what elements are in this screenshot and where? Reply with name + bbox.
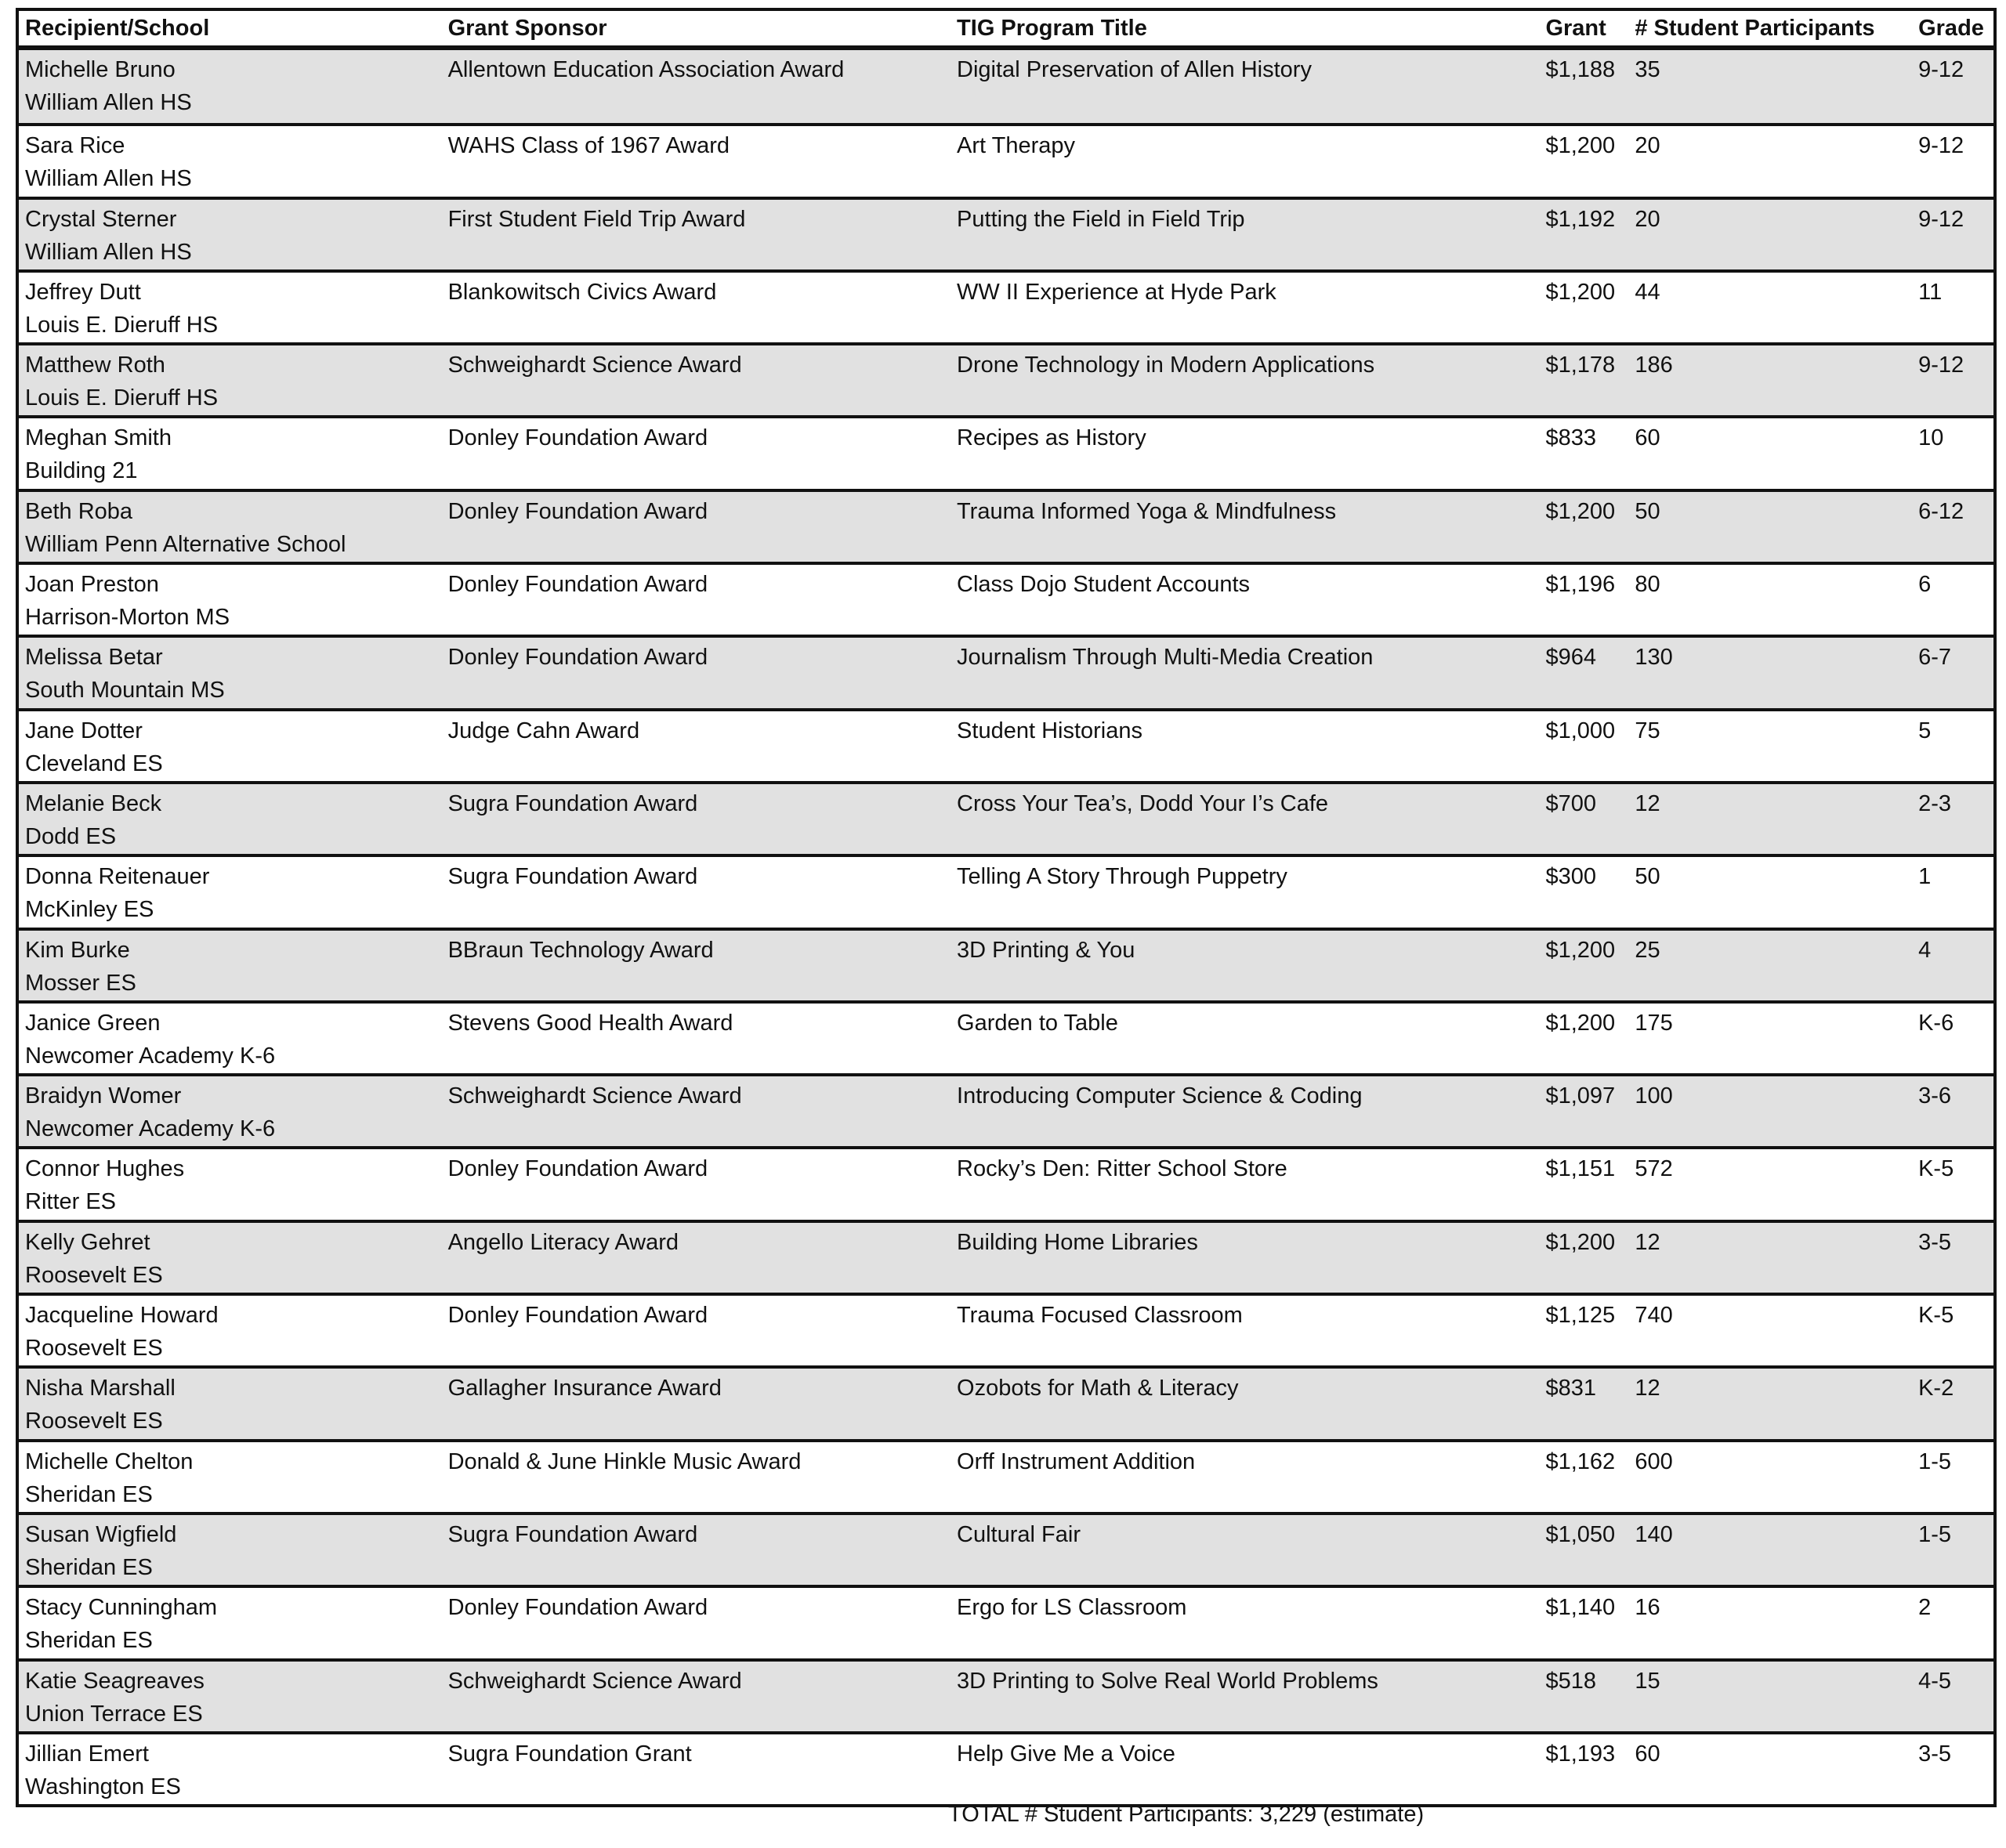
grant-cell: $1,200 — [1545, 1229, 1616, 1255]
grade-cell: 3-5 — [1918, 1741, 1952, 1767]
school-name: William Allen HS — [25, 239, 192, 265]
participants-cell: 140 — [1635, 1521, 1673, 1547]
grade-cell: 1-5 — [1918, 1448, 1952, 1474]
recipient-cell — [19, 565, 442, 635]
recipient-cell — [19, 200, 442, 269]
table-row — [19, 1293, 1993, 1365]
recipient-cell — [19, 1442, 442, 1512]
program-title-cell: Orff Instrument Addition — [957, 1448, 1196, 1474]
program-title-cell: Trauma Informed Yoga & Mindfulness — [957, 498, 1337, 524]
school-name: McKinley ES — [25, 897, 154, 923]
program-title-cell: Cultural Fair — [957, 1521, 1081, 1547]
recipient-name: Kim Burke — [25, 937, 130, 963]
grant-cell: $518 — [1545, 1668, 1596, 1694]
program-title-cell: Recipes as History — [957, 425, 1146, 451]
recipient-name: Matthew Roth — [25, 353, 165, 378]
participants-cell: 12 — [1635, 1376, 1660, 1401]
grade-cell: K-5 — [1918, 1303, 1954, 1329]
participants-cell: 75 — [1635, 718, 1660, 743]
recipient-cell — [19, 1223, 442, 1293]
participants-cell: 12 — [1635, 790, 1660, 816]
participants-cell: 175 — [1635, 1010, 1673, 1036]
table-body — [19, 50, 1993, 1804]
school-name: Louis E. Dieruff HS — [25, 385, 219, 411]
participants-cell: 186 — [1635, 353, 1673, 378]
participants-cell: 50 — [1635, 498, 1660, 524]
header-grant: Grant — [1545, 16, 1606, 41]
school-name: Newcomer Academy K-6 — [25, 1116, 276, 1142]
school-name: Cleveland ES — [25, 750, 163, 776]
header-recipient: Recipient/School — [25, 16, 210, 41]
participants-cell: 100 — [1635, 1083, 1673, 1109]
school-name: South Mountain MS — [25, 678, 225, 703]
recipient-name: Kelly Gehret — [25, 1229, 150, 1255]
recipient-name: Katie Seagreaves — [25, 1668, 205, 1694]
program-title-cell: Ozobots for Math & Literacy — [957, 1376, 1239, 1401]
table-row — [19, 1365, 1993, 1438]
recipient-cell — [19, 638, 442, 707]
recipient-cell — [19, 273, 442, 342]
program-title-cell: Student Historians — [957, 718, 1143, 743]
school-name: Mosser ES — [25, 970, 136, 996]
sponsor-cell: Schweighardt Science Award — [447, 1083, 742, 1109]
recipient-name: Jane Dotter — [25, 718, 143, 743]
grade-cell: K-6 — [1918, 1010, 1954, 1036]
recipient-cell — [19, 418, 442, 488]
sponsor-cell: Donley Foundation Award — [447, 425, 708, 451]
recipient-cell — [19, 1662, 442, 1731]
table-header — [19, 11, 1993, 50]
header-participants: # Student Participants — [1635, 16, 1875, 41]
table-row — [19, 1512, 1993, 1585]
participants-cell: 600 — [1635, 1448, 1673, 1474]
table-row — [19, 1585, 1993, 1658]
grade-cell: 6-12 — [1918, 498, 1964, 524]
recipient-name: Sara Rice — [25, 133, 125, 159]
program-title-cell: Cross Your Tea’s, Dodd Your I’s Cafe — [957, 790, 1329, 816]
recipient-cell — [19, 1149, 442, 1219]
sponsor-cell: Stevens Good Health Award — [447, 1010, 733, 1036]
grade-cell: 10 — [1918, 425, 1944, 451]
participants-cell: 740 — [1635, 1303, 1673, 1329]
sponsor-cell: Gallagher Insurance Award — [447, 1376, 722, 1401]
table-row — [19, 562, 1993, 635]
program-title-cell: 3D Printing & You — [957, 937, 1135, 963]
recipient-name: Braidyn Womer — [25, 1083, 182, 1109]
grant-cell: $831 — [1545, 1376, 1596, 1401]
table-row — [19, 1073, 1993, 1146]
participants-cell: 20 — [1635, 133, 1660, 159]
grant-cell: $1,200 — [1545, 937, 1616, 963]
sponsor-cell: Donley Foundation Award — [447, 498, 708, 524]
grade-cell: 9-12 — [1918, 206, 1964, 232]
recipient-cell — [19, 1004, 442, 1073]
grant-cell: $1,192 — [1545, 206, 1616, 232]
grant-cell: $1,188 — [1545, 57, 1616, 82]
grant-cell: $1,200 — [1545, 1010, 1616, 1036]
school-name: Roosevelt ES — [25, 1336, 163, 1362]
grade-cell: 11 — [1918, 279, 1943, 305]
recipient-name: Michelle Chelton — [25, 1448, 194, 1474]
table-row — [19, 342, 1993, 415]
program-title-cell: Help Give Me a Voice — [957, 1741, 1175, 1767]
program-title-cell: Building Home Libraries — [957, 1229, 1198, 1255]
program-title-cell: 3D Printing to Solve Real World Problems — [957, 1668, 1378, 1694]
recipient-name: Nisha Marshall — [25, 1376, 176, 1401]
recipient-cell — [19, 1515, 442, 1585]
recipient-name: Stacy Cunningham — [25, 1595, 218, 1621]
school-name: Roosevelt ES — [25, 1262, 163, 1288]
recipient-name: Connor Hughes — [25, 1156, 185, 1182]
table-row — [19, 269, 1993, 342]
sponsor-cell: Schweighardt Science Award — [447, 353, 742, 378]
table-row — [19, 1146, 1993, 1219]
table-row — [19, 635, 1993, 707]
program-title-cell: Putting the Field in Field Trip — [957, 206, 1245, 232]
recipient-cell — [19, 1076, 442, 1146]
sponsor-cell: Donley Foundation Award — [447, 1595, 708, 1621]
recipient-cell — [19, 1588, 442, 1658]
table-row — [19, 781, 1993, 854]
recipient-cell — [19, 1369, 442, 1438]
program-title-cell: Drone Technology in Modern Applications — [957, 353, 1375, 378]
grade-cell: 6 — [1918, 572, 1932, 598]
grant-cell: $1,196 — [1545, 572, 1616, 598]
school-name: Washington ES — [25, 1774, 181, 1799]
school-name: Harrison-Morton MS — [25, 605, 230, 631]
program-title-cell: Trauma Focused Classroom — [957, 1303, 1243, 1329]
sponsor-cell: Judge Cahn Award — [447, 718, 640, 743]
recipient-name: Janice Green — [25, 1010, 161, 1036]
grant-cell: $1,193 — [1545, 1741, 1616, 1767]
recipient-name: Donna Reitenauer — [25, 864, 210, 890]
total-participants: TOTAL # Student Participants: 3,229 (estimate) — [948, 1802, 1425, 1827]
program-title-cell: Garden to Table — [957, 1010, 1118, 1036]
sponsor-cell: Donley Foundation Award — [447, 1156, 708, 1182]
table-row — [19, 1000, 1993, 1073]
school-name: Newcomer Academy K-6 — [25, 1043, 276, 1069]
program-title-cell: WW II Experience at Hyde Park — [957, 279, 1276, 305]
sponsor-cell: First Student Field Trip Award — [447, 206, 746, 232]
school-name: Dodd ES — [25, 823, 117, 849]
recipient-cell — [19, 345, 442, 415]
sponsor-cell: Sugra Foundation Award — [447, 864, 698, 890]
program-title-cell: Ergo for LS Classroom — [957, 1595, 1187, 1621]
program-title-cell: Journalism Through Multi-Media Creation — [957, 645, 1374, 671]
grant-cell: $1,125 — [1545, 1303, 1616, 1329]
school-name: Ritter ES — [25, 1189, 117, 1215]
table-row — [19, 197, 1993, 269]
school-name: William Penn Alternative School — [25, 531, 346, 557]
sponsor-cell: Donald & June Hinkle Music Award — [447, 1448, 802, 1474]
school-name: Sheridan ES — [25, 1628, 153, 1654]
program-title-cell: Digital Preservation of Allen History — [957, 57, 1312, 82]
grant-cell: $833 — [1545, 425, 1596, 451]
sponsor-cell: Donley Foundation Award — [447, 645, 708, 671]
school-name: Building 21 — [25, 458, 138, 484]
grant-cell: $1,000 — [1545, 718, 1616, 743]
table-row — [19, 928, 1993, 1000]
recipient-name: Michelle Bruno — [25, 57, 176, 82]
table-row — [19, 1439, 1993, 1512]
recipient-cell — [19, 1734, 442, 1804]
sponsor-cell: BBraun Technology Award — [447, 937, 714, 963]
recipient-cell — [19, 857, 442, 927]
grant-cell: $300 — [1545, 864, 1596, 890]
sponsor-cell: Sugra Foundation Award — [447, 1521, 698, 1547]
participants-cell: 50 — [1635, 864, 1660, 890]
grade-cell: 4 — [1918, 937, 1932, 963]
grade-cell: 9-12 — [1918, 353, 1964, 378]
program-title-cell: Class Dojo Student Accounts — [957, 572, 1251, 598]
recipient-cell — [19, 784, 442, 854]
table-row — [19, 489, 1993, 562]
grant-cell: $1,178 — [1545, 353, 1616, 378]
program-title-cell: Rocky’s Den: Ritter School Store — [957, 1156, 1287, 1182]
grade-cell: 4-5 — [1918, 1668, 1952, 1694]
participants-cell: 15 — [1635, 1668, 1660, 1694]
grade-cell: 2-3 — [1918, 790, 1952, 816]
recipient-cell — [19, 50, 442, 123]
grants-table — [16, 8, 1997, 1807]
school-name: William Allen HS — [25, 90, 192, 115]
school-name: Sheridan ES — [25, 1481, 153, 1507]
sponsor-cell: Sugra Foundation Award — [447, 790, 698, 816]
participants-cell: 12 — [1635, 1229, 1660, 1255]
table-row — [19, 50, 1993, 123]
table-row — [19, 854, 1993, 927]
grant-cell: $964 — [1545, 645, 1596, 671]
grant-cell: $1,200 — [1545, 133, 1616, 159]
participants-cell: 80 — [1635, 572, 1660, 598]
recipient-name: Jillian Emert — [25, 1741, 149, 1767]
recipient-name: Beth Roba — [25, 498, 133, 524]
recipient-name: Jeffrey Dutt — [25, 279, 141, 305]
recipient-cell — [19, 126, 442, 196]
recipient-name: Susan Wigfield — [25, 1521, 177, 1547]
header-title: TIG Program Title — [957, 16, 1147, 41]
sponsor-cell: Sugra Foundation Grant — [447, 1741, 692, 1767]
sponsor-cell: Donley Foundation Award — [447, 1303, 708, 1329]
grant-cell: $1,140 — [1545, 1595, 1616, 1621]
table-row — [19, 415, 1993, 488]
grant-cell: $1,200 — [1545, 498, 1616, 524]
recipient-name: Joan Preston — [25, 572, 159, 598]
school-name: Roosevelt ES — [25, 1409, 163, 1434]
participants-cell: 60 — [1635, 1741, 1660, 1767]
school-name: Louis E. Dieruff HS — [25, 312, 219, 338]
recipient-cell — [19, 931, 442, 1000]
participants-cell: 572 — [1635, 1156, 1673, 1182]
program-title-cell: Telling A Story Through Puppetry — [957, 864, 1287, 890]
grade-cell: 3-6 — [1918, 1083, 1952, 1109]
grade-cell: 1-5 — [1918, 1521, 1952, 1547]
table-row — [19, 708, 1993, 781]
recipient-name: Crystal Sterner — [25, 206, 177, 232]
school-name: Sheridan ES — [25, 1554, 153, 1580]
table-row — [19, 123, 1993, 196]
grant-cell: $1,050 — [1545, 1521, 1616, 1547]
sponsor-cell: Schweighardt Science Award — [447, 1668, 742, 1694]
sponsor-cell: Blankowitsch Civics Award — [447, 279, 717, 305]
grade-cell: 5 — [1918, 718, 1932, 743]
grant-cell: $1,151 — [1545, 1156, 1616, 1182]
program-title-cell: Introducing Computer Science & Coding — [957, 1083, 1363, 1109]
grant-cell: $700 — [1545, 790, 1596, 816]
recipient-cell — [19, 1296, 442, 1365]
recipient-name: Jacqueline Howard — [25, 1303, 219, 1329]
sponsor-cell: WAHS Class of 1967 Award — [447, 133, 730, 159]
grade-cell: 2 — [1918, 1595, 1932, 1621]
participants-cell: 130 — [1635, 645, 1673, 671]
participants-cell: 35 — [1635, 57, 1660, 82]
recipient-name: Melissa Betar — [25, 645, 163, 671]
sponsor-cell: Donley Foundation Award — [447, 572, 708, 598]
recipient-cell — [19, 711, 442, 781]
grade-cell: 9-12 — [1918, 57, 1964, 82]
grade-cell: 1 — [1918, 864, 1932, 890]
table-row — [19, 1220, 1993, 1293]
header-grade: Grade — [1918, 16, 1984, 41]
participants-cell: 20 — [1635, 206, 1660, 232]
grade-cell: K-5 — [1918, 1156, 1954, 1182]
program-title-cell: Art Therapy — [957, 133, 1076, 159]
grant-cell: $1,162 — [1545, 1448, 1616, 1474]
grade-cell: 3-5 — [1918, 1229, 1952, 1255]
participants-cell: 16 — [1635, 1595, 1660, 1621]
recipient-cell — [19, 492, 442, 562]
table-row — [19, 1731, 1993, 1804]
recipient-name: Melanie Beck — [25, 790, 162, 816]
sponsor-cell: Allentown Education Association Award — [447, 57, 845, 82]
school-name: William Allen HS — [25, 166, 192, 192]
participants-cell: 60 — [1635, 425, 1660, 451]
recipient-name: Meghan Smith — [25, 425, 172, 451]
participants-cell: 44 — [1635, 279, 1660, 305]
grade-cell: 9-12 — [1918, 133, 1964, 159]
sponsor-cell: Angello Literacy Award — [447, 1229, 679, 1255]
header-sponsor: Grant Sponsor — [447, 16, 607, 41]
grade-cell: 6-7 — [1918, 645, 1952, 671]
table-row — [19, 1658, 1993, 1731]
school-name: Union Terrace ES — [25, 1701, 203, 1727]
grant-cell: $1,097 — [1545, 1083, 1616, 1109]
grant-cell: $1,200 — [1545, 279, 1616, 305]
grade-cell: K-2 — [1918, 1376, 1954, 1401]
participants-cell: 25 — [1635, 937, 1660, 963]
